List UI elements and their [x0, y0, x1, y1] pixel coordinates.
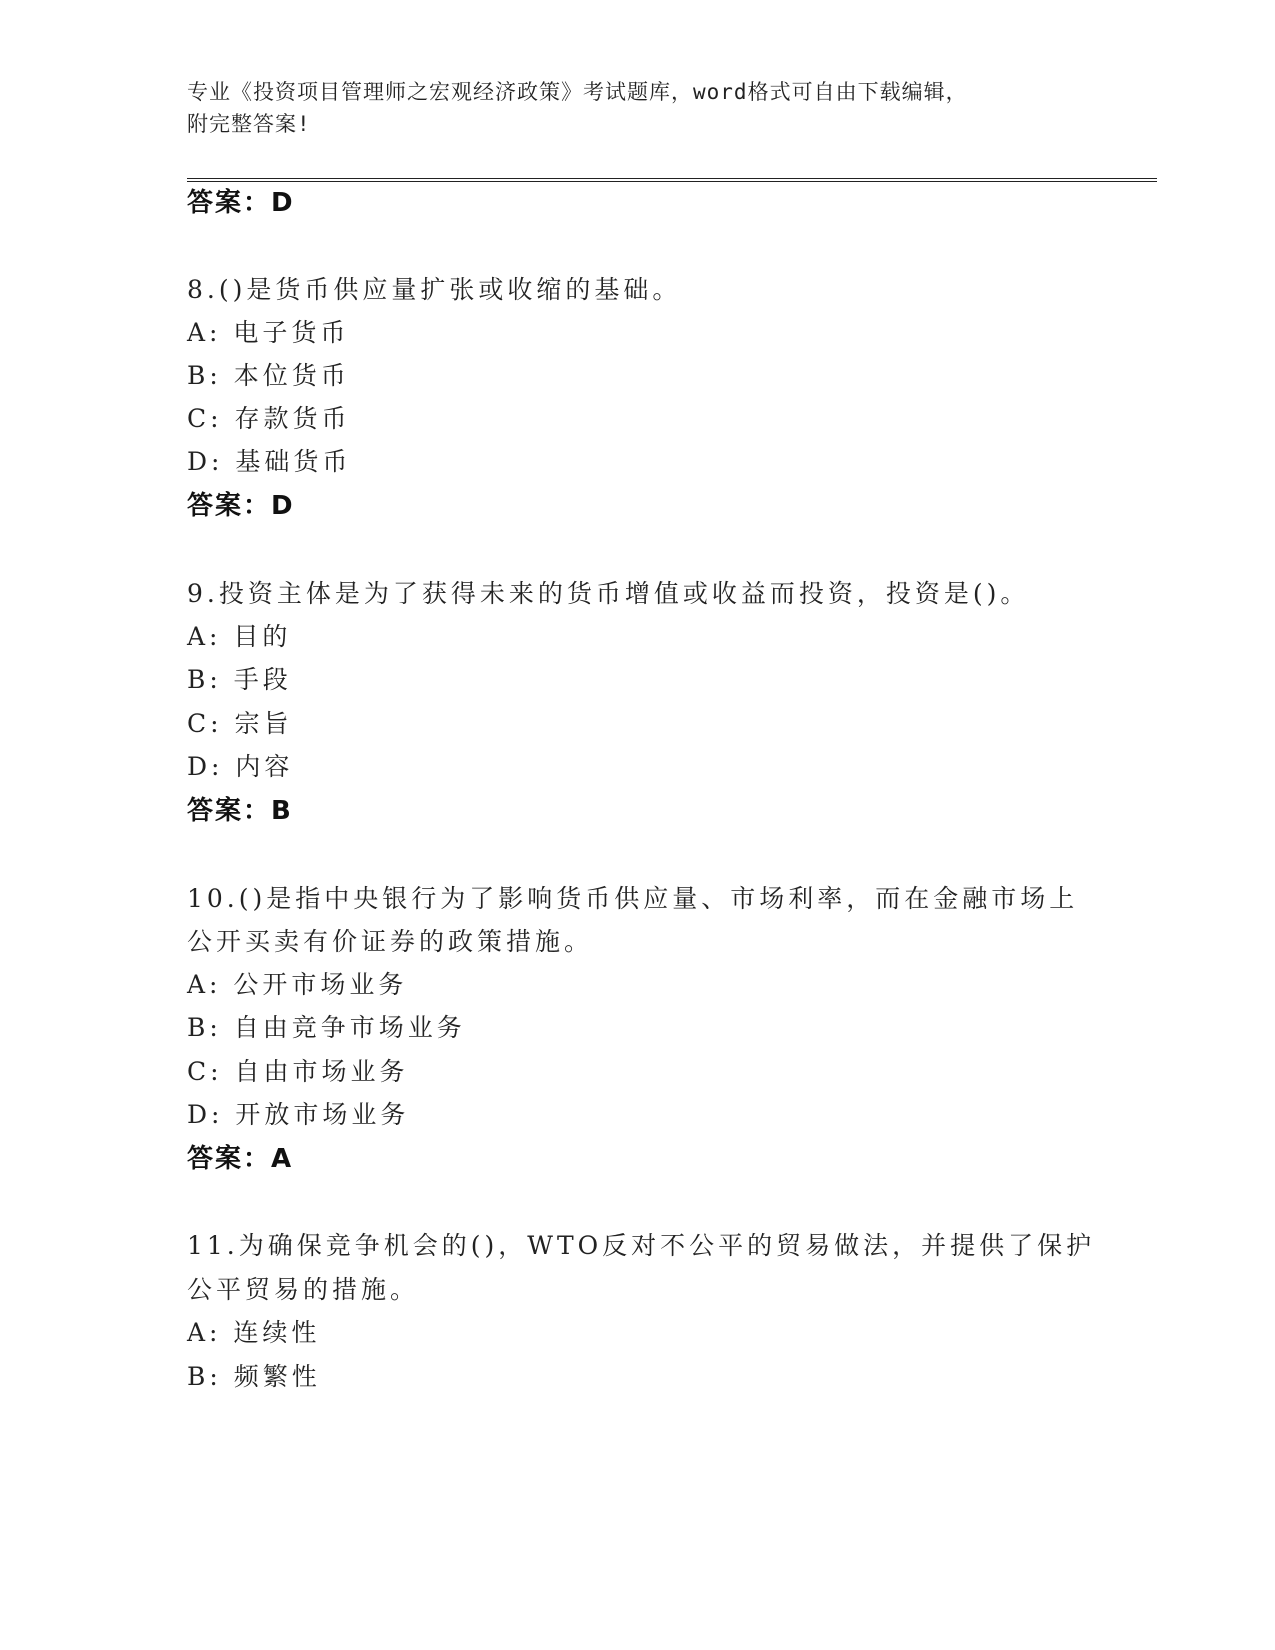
question-9-stem: 9.投资主体是为了获得未来的货币增值或收益而投资，投资是()。	[187, 579, 1030, 608]
question-9-option-c: C: 宗旨	[187, 709, 293, 738]
question-10-option-d: D: 开放市场业务	[187, 1100, 410, 1129]
question-11-option-a: A: 连续性	[187, 1318, 321, 1347]
question-9-option-b: B: 手段	[187, 665, 292, 694]
question-10-option-c: C: 自由市场业务	[187, 1057, 409, 1086]
question-10-answer: 答案：A	[187, 1144, 294, 1174]
question-10-stem-line-1: 10.()是指中央银行为了影响货币供应量、市场利率，而在金融市场上	[187, 884, 1079, 913]
question-11-stem-line-1: 11.为确保竞争机会的()，WTO反对不公平的贸易做法，并提供了保护	[187, 1231, 1096, 1260]
question-8-option-d: D: 基础货币	[187, 447, 352, 476]
question-11-option-b: B: 频繁性	[187, 1362, 321, 1391]
question-8-option-b: B: 本位货币	[187, 361, 350, 390]
document-header	[187, 76, 1057, 140]
question-8-option-a: A: 电子货币	[187, 318, 350, 347]
question-10-option-b: B: 自由竞争市场业务	[187, 1013, 466, 1042]
question-11-stem-line-2: 公平贸易的措施。	[187, 1275, 420, 1304]
header-divider	[187, 178, 1157, 182]
question-9-option-a: A: 目的	[187, 622, 292, 651]
question-10-stem-line-2: 公开买卖有价证券的政策措施。	[187, 927, 594, 956]
question-9-answer: 答案：B	[187, 796, 293, 826]
question-10-option-a: A: 公开市场业务	[187, 970, 408, 999]
question-8-answer: 答案：D	[187, 491, 295, 521]
answer-prev: 答案：D	[187, 188, 295, 218]
header-line-1: 专业《投资项目管理师之宏观经济政策》考试题库，word格式可自由下载编辑，	[187, 80, 968, 104]
document-page	[187, 0, 1157, 1650]
question-9-option-d: D: 内容	[187, 752, 294, 781]
question-8-option-c: C: 存款货币	[187, 404, 351, 433]
header-line-2: 附完整答案!	[187, 112, 311, 136]
question-8-stem: 8.()是货币供应量扩张或收缩的基础。	[187, 275, 682, 304]
